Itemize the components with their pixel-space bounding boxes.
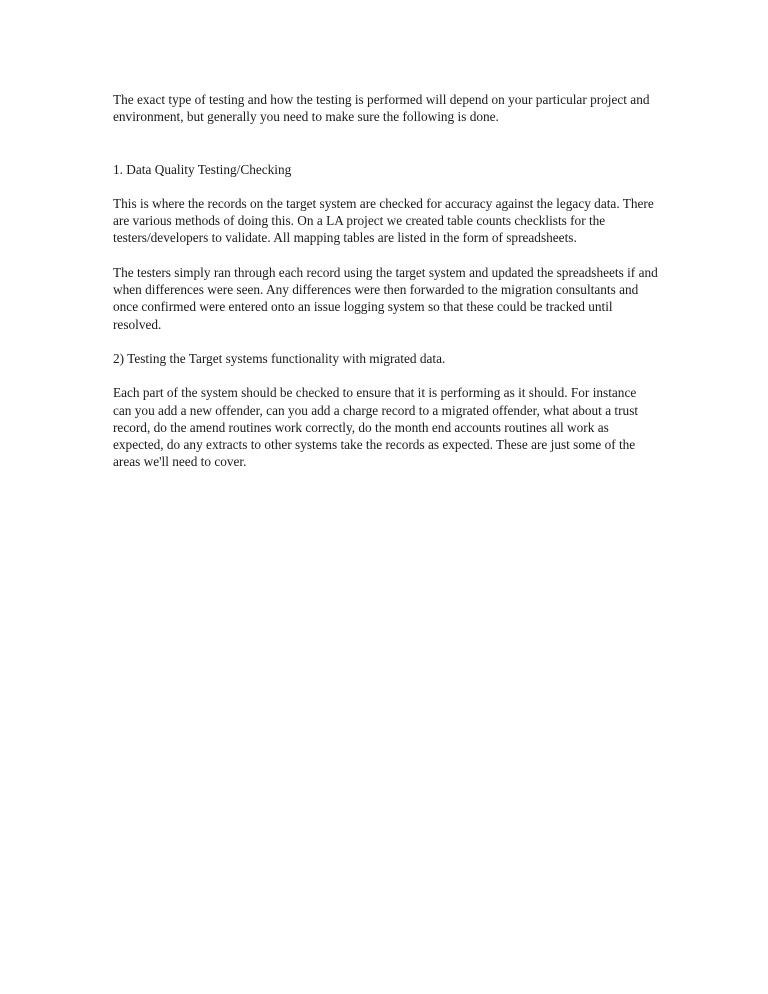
section-1-heading: 1. Data Quality Testing/Checking: [113, 161, 292, 177]
intro-paragraph: The exact type of testing and how the testing is performed will depend on your particular project and environment, but generally you need to make sure the following is done.: [113, 92, 650, 125]
section-1-paragraph-2: The testers simply ran through each record using the target system and updated the spreadsheets if and when differences were seen. Any differences were then forwarded to the migration consultants and once confirmed were entered onto an issue logging system so that these could be tracked until resolved.: [113, 264, 658, 332]
section-2-paragraph-1: Each part of the system should be checked to ensure that it is performing as it should. For instance can you add a new offender, can you add a charge record to a migrated offender, what about a trust record, do the amend routines work correctly, do the month end accounts routines all work as expected, do any extracts to other systems take the records as expected. These are just some of the areas we'll need to cover.: [113, 385, 639, 470]
document-body: [113, 91, 658, 488]
section-2-heading: 2) Testing the Target systems functionality with migrated data.: [113, 350, 446, 366]
section-1-paragraph-1: This is where the records on the target system are checked for accuracy against the legacy data. There are various methods of doing this. On a LA project we created table counts checklists for the testers/developers to validate. All mapping tables are listed in the form of spreadsheets.: [113, 195, 654, 246]
